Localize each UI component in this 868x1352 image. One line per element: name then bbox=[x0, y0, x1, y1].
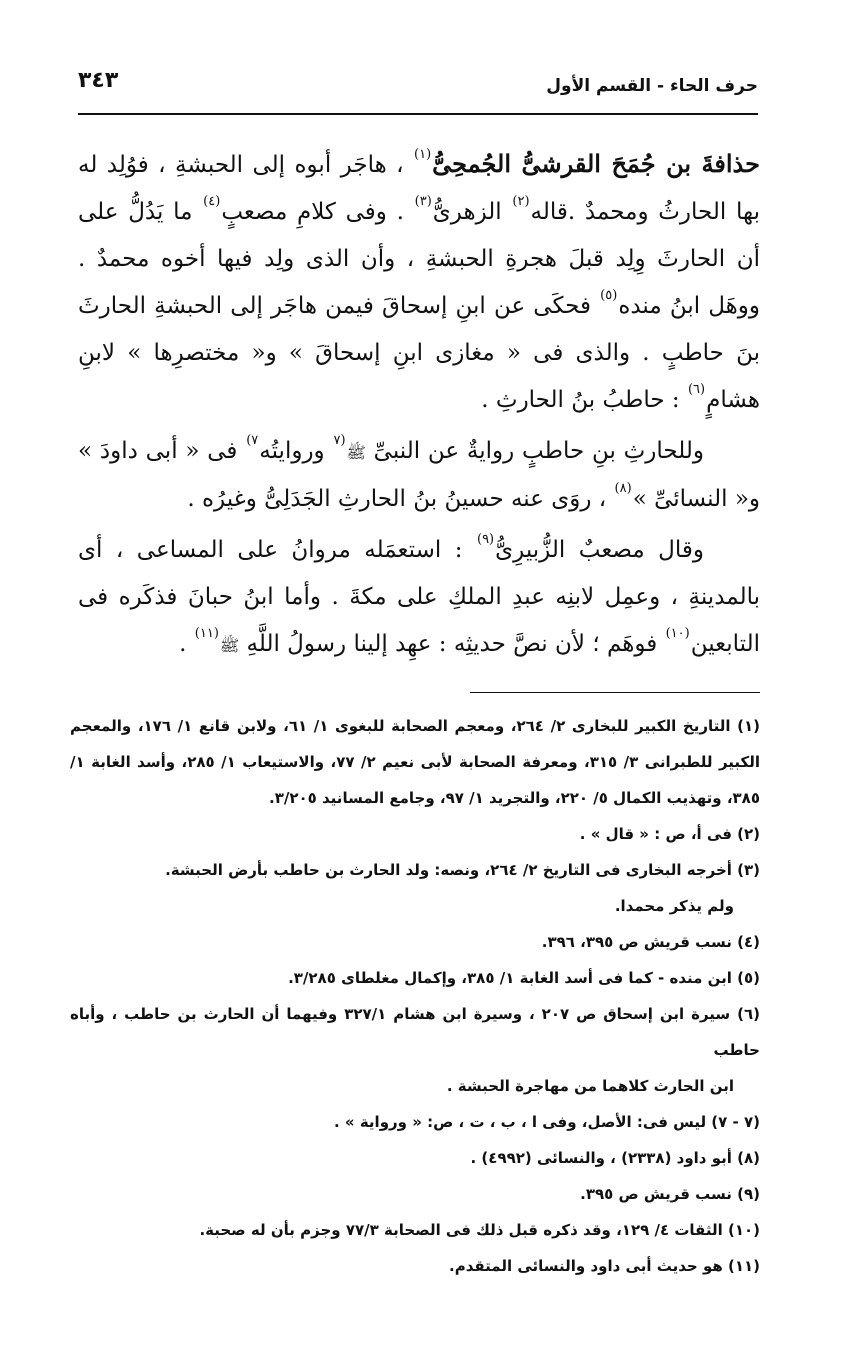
footnote-text: (١٠) الثقات ٤/ ١٢٩، وقد ذكره قبل ذلك فى الصحابة ٧٧/٣ وجزم بأن له صحبة. bbox=[199, 1221, 760, 1239]
honorific-glyph: ﷺ bbox=[346, 443, 366, 462]
footnote-ref-3[interactable]: (٣) bbox=[414, 194, 432, 209]
footnote-7 bbox=[70, 1104, 760, 1140]
footnote-1 bbox=[70, 708, 760, 816]
footnote-continuation: ولم يذكر محمدا. bbox=[614, 897, 734, 915]
entry-name: حذافةَ بن جُمَحَ القرشىُّ الجُمحِىُّ bbox=[432, 149, 760, 178]
footnote-text: (٣) أخرجه البخارى فى التاريخ ٢/ ٢٦٤، ونصه: ولد الحارث بن حاطب بأرض الحبشة. bbox=[165, 861, 760, 879]
footnotes bbox=[70, 708, 760, 1284]
paragraph-2 bbox=[78, 428, 760, 523]
footnote-10 bbox=[70, 1212, 760, 1248]
text-span: : استعمَله مروانُ على المساعى ، أى بالمدينةِ ، وعمِل لابنِه عبدِ الملكِ على مكةَ . وأما ابنُ حبانَ فذكَره فى التابعين bbox=[78, 537, 760, 657]
header-rule bbox=[78, 113, 758, 115]
footnote-ref-8[interactable]: (٨) bbox=[614, 481, 632, 496]
footnote-5 bbox=[70, 960, 760, 996]
text-span: . وفى كلامِ مصعبٍ bbox=[221, 199, 404, 225]
main-text bbox=[78, 140, 760, 669]
footnote-text: (٢) فى أ، ص : « قال » . bbox=[579, 825, 760, 843]
footnote-text: (١١) هو حديث أبى داود والنسائى المتقدم. bbox=[449, 1257, 760, 1275]
footnote-ref-10[interactable]: (١٠) bbox=[665, 626, 690, 641]
text-span: وروايتُه bbox=[259, 438, 325, 464]
text-span: ، هاجَر أبوه إلى الحبشةِ ، فوُلِد له بها الحارثُ ومحمدٌ .قاله bbox=[78, 152, 761, 225]
text-span: فى « أبى داودَ » و« النسائىِّ » bbox=[78, 438, 760, 512]
text-span: الزهرىُّ bbox=[432, 199, 502, 225]
footnote-ref-7-open[interactable]: (٧ bbox=[333, 433, 346, 448]
footnote-rule bbox=[470, 692, 760, 693]
footnote-ref-9[interactable]: (٩) bbox=[476, 532, 495, 547]
footnote-text: (٦) سيرة ابن إسحاق ص ٢٠٧ ، وسيرة ابن هشام ٣٢٧/١ وفيهما أن الحارث بن حاطب ، وأباه حاطب bbox=[70, 1005, 760, 1059]
footnote-ref-2[interactable]: (٢) bbox=[512, 194, 530, 209]
text-span: ، روَى عنه حسينُ بنُ الحارثِ الجَدَلِىُّ وغيرُه . bbox=[187, 486, 607, 512]
footnote-6 bbox=[70, 996, 760, 1104]
text-span: فوهَم ؛ لأن نصَّ حديثِه : عهِد إلينا رسولُ اللَّهِ bbox=[246, 631, 658, 657]
footnote-continuation: ابن الحارث كلاهما من مهاجرة الحبشة . bbox=[446, 1077, 734, 1095]
footnote-11 bbox=[70, 1248, 760, 1284]
page-number: ٣٤٣ bbox=[78, 68, 119, 93]
text-span: ما يَدُلُّ على أن الحارثَ وِلِد قبلَ هجرةِ الحبشةِ ، وأن الذى ولِد فيها أخوه محمدٌ . ووهَل ابنُ منده bbox=[78, 199, 761, 319]
text-span: : حاطبُ بنُ الحارثِ . bbox=[481, 387, 680, 413]
running-header bbox=[78, 66, 758, 110]
footnote-ref-5[interactable]: (٥) bbox=[600, 288, 618, 303]
footnote-4 bbox=[70, 924, 760, 960]
footnote-text: (٩) نسب قريش ص ٣٩٥. bbox=[580, 1185, 760, 1203]
footnote-9 bbox=[70, 1176, 760, 1212]
footnote-ref-6[interactable]: (٦) bbox=[687, 382, 706, 397]
footnote-ref-11[interactable]: (١١) bbox=[194, 626, 219, 641]
footnote-ref-7-close[interactable]: ٧) bbox=[246, 433, 259, 448]
text-span: وللحارثِ بنِ حاطبٍ روايةٌ عن النبىِّ bbox=[373, 438, 704, 464]
paragraph-3 bbox=[78, 527, 760, 669]
text-span: وقال مصعبٌ الزُّبيرِىُّ bbox=[495, 537, 704, 563]
text-span: فحكَى عن ابنِ إسحاقَ فيمن هاجَر إلى الحبشةِ الحارثَ بنَ حاطبٍ . والذى فى « مغازى ابنِ إسحاقَ » و« مختصرِها » لابنِ هشامٍ bbox=[78, 293, 760, 413]
footnote-text: (٧ - ٧) ليس فى: الأصل، وفى ا ، ب ، ت ، ص: « ورواية » . bbox=[334, 1113, 760, 1131]
footnote-ref-1[interactable]: (١) bbox=[414, 147, 432, 162]
text-span: . bbox=[179, 631, 187, 657]
paragraph-1 bbox=[78, 140, 760, 424]
footnote-text: (٥) ابن منده - كما فى أسد الغابة ١/ ٣٨٥، وإكمال مغلطاى ٣/٢٨٥. bbox=[288, 969, 760, 987]
footnote-8 bbox=[70, 1140, 760, 1176]
footnote-text: (١) التاريخ الكبير للبخارى ٢/ ٢٦٤، ومعجم الصحابة للبغوى ١/ ٦١، ولابن قانع ١/ ١٧٦، والمعجم الكبير للطبرانى ٣/ ٣١٥، ومعرفة الصحابة لأبى نعيم ٢/ ٧٧، والاستيعاب ١/ ٢٨٥، وأسد الغابة ١/ ٣٨٥، وتهذيب الكمال ٥/ ٢٢٠، والتجريد ١/ ٩٧، وجامع المسانيد ٣/٢٠٥. bbox=[70, 717, 761, 807]
header-title: حرف الحاء - القسم الأول bbox=[546, 76, 758, 96]
footnote-2 bbox=[70, 816, 760, 852]
honorific-glyph: ﷺ bbox=[219, 636, 240, 655]
footnote-3 bbox=[70, 852, 760, 924]
footnote-text: (٨) أبو داود (٢٣٣٨) ، والنسائى (٤٩٩٢) . bbox=[470, 1149, 760, 1167]
footnote-ref-4[interactable]: (٤) bbox=[203, 194, 221, 209]
footnote-text: (٤) نسب قريش ص ٣٩٥، ٣٩٦. bbox=[541, 933, 760, 951]
